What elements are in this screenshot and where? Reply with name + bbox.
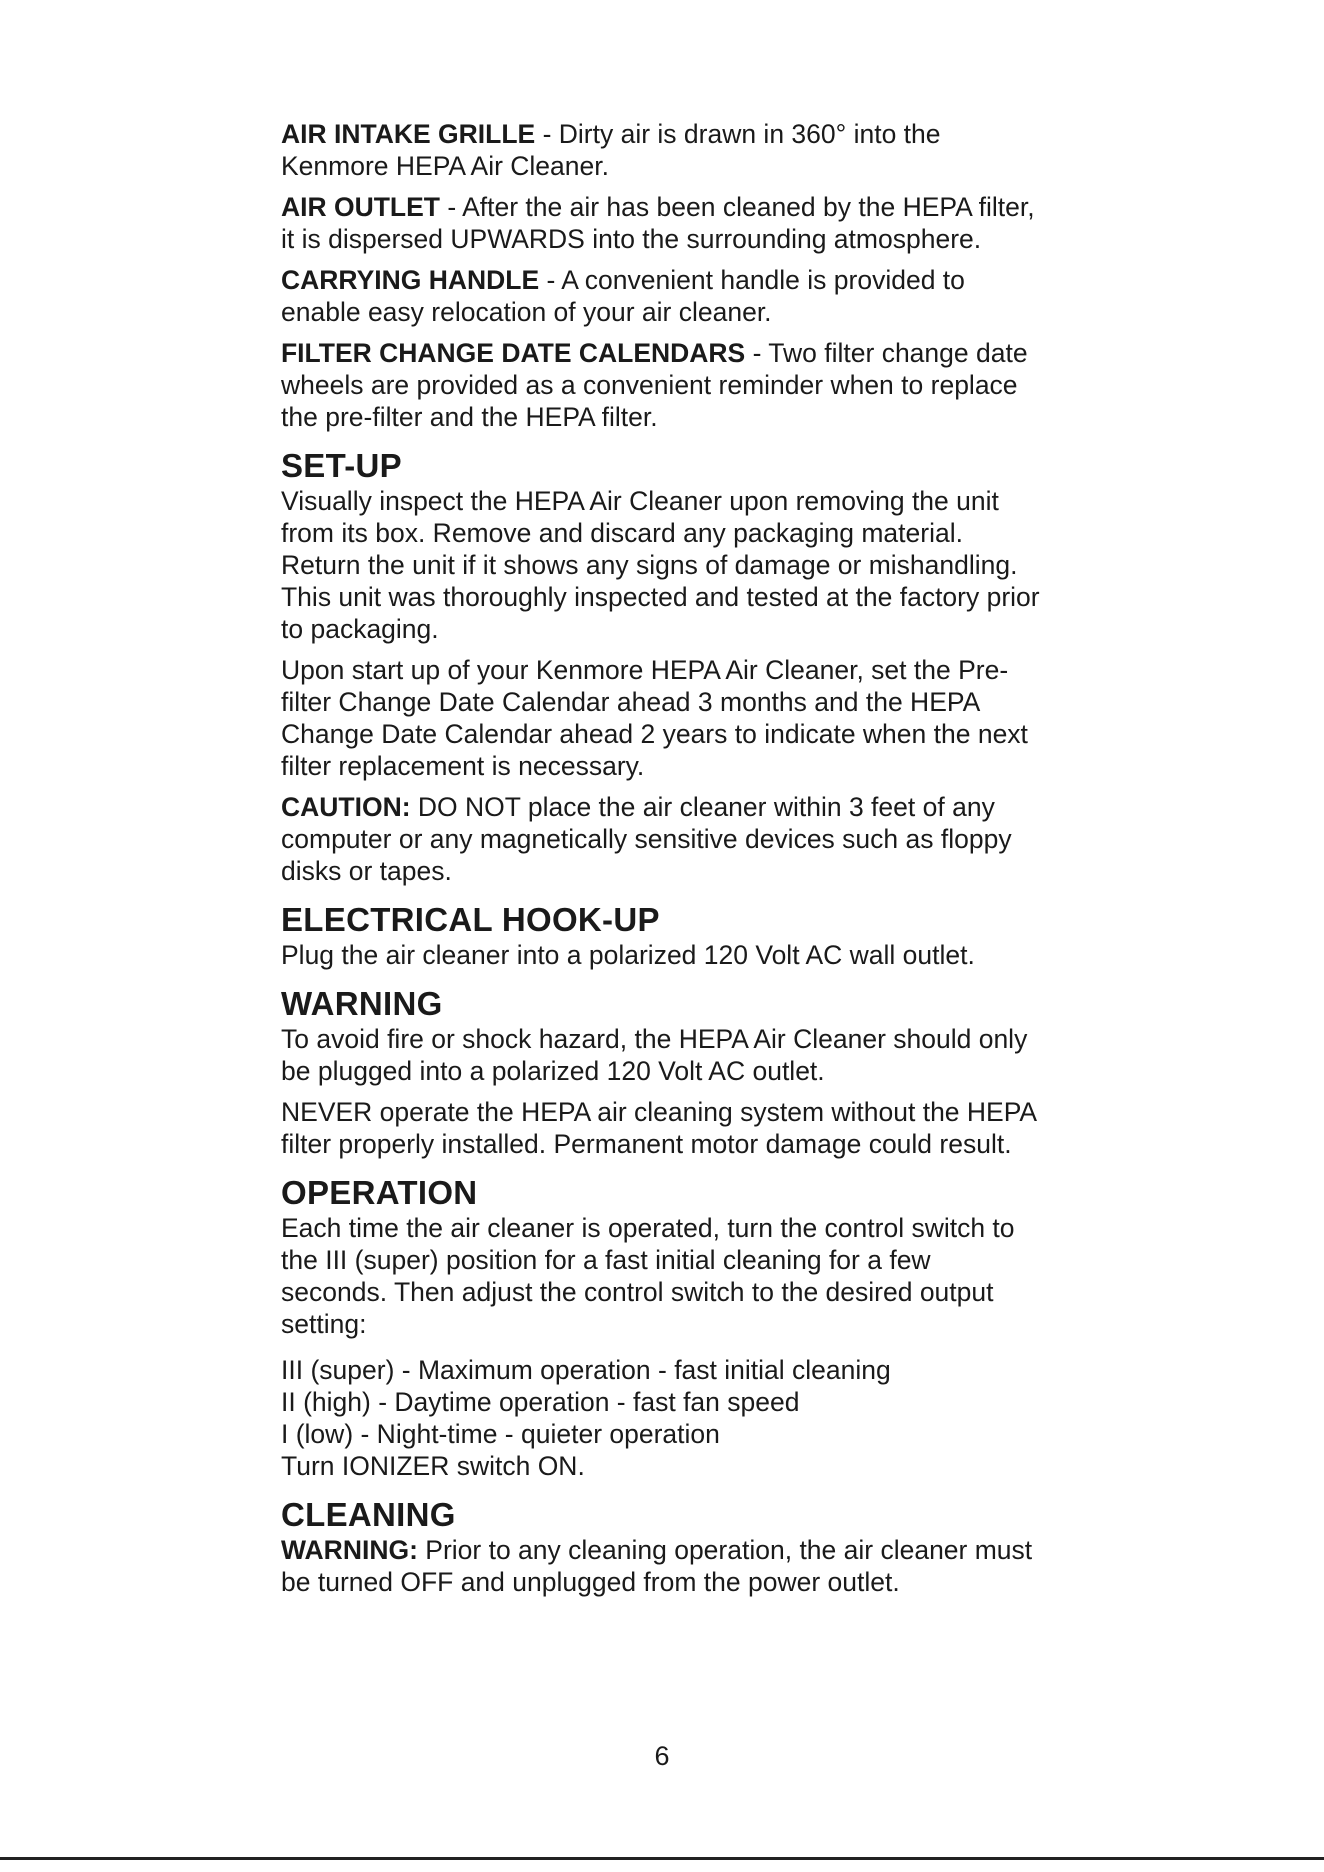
warning-heading: WARNING — [281, 985, 443, 1022]
feature-carrying-handle — [281, 264, 1041, 328]
cleaning-heading: CLEANING — [281, 1496, 456, 1533]
cleaning-warning-paragraph — [281, 1534, 1041, 1598]
feature-air-outlet — [281, 191, 1041, 255]
feature-description: - Two filter change date wheels are provided as a convenient reminder when to replace the pre-filter and the HEPA filter. — [281, 338, 1028, 432]
feature-term: CARRYING HANDLE — [281, 265, 540, 295]
feature-term: AIR INTAKE GRILLE — [281, 119, 536, 149]
feature-description: - After the air has been cleaned by the HEPA filter, it is dispersed UPWARDS into the surrounding atmosphere. — [281, 192, 1035, 254]
bottom-divider — [0, 1857, 1324, 1860]
cleaning-warning-label: WARNING: — [281, 1535, 418, 1565]
feature-filter-change-date-calendars — [281, 337, 1041, 433]
feature-term: FILTER CHANGE DATE CALENDARS — [281, 338, 746, 368]
list-item: I (low) - Night-time - quieter operation — [281, 1419, 720, 1449]
setup-calendar-paragraph: Upon start up of your Kenmore HEPA Air Cleaner, set the Pre-filter Change Date Calendar ahead 3 months and the HEPA Change Date Calendar ahead 2 years to indicate when the next filter replacement is necessary. — [281, 655, 1028, 781]
feature-air-intake-grille — [281, 118, 1041, 182]
warning-filter-paragraph: NEVER operate the HEPA air cleaning system without the HEPA filter properly installed. Permanent motor damage could result. — [281, 1097, 1036, 1159]
feature-term: AIR OUTLET — [281, 192, 440, 222]
caution-label: CAUTION: — [281, 792, 411, 822]
electrical-hookup-paragraph: Plug the air cleaner into a polarized 120 Volt AC wall outlet. — [281, 940, 975, 970]
setup-caution-paragraph — [281, 791, 1041, 887]
setup-inspect-paragraph: Visually inspect the HEPA Air Cleaner upon removing the unit from its box. Remove and discard any packaging material. Return the unit if it shows any signs of damage or mishandling. This unit was thoroughly inspected and tested at the factory prior to packaging. — [281, 486, 1040, 644]
feature-description: - A convenient handle is provided to enable easy relocation of your air cleaner. — [281, 265, 965, 327]
list-item: II (high) - Daytime operation - fast fan speed — [281, 1387, 800, 1417]
feature-description: - Dirty air is drawn in 360° into the Kenmore HEPA Air Cleaner. — [281, 119, 941, 181]
operation-heading: OPERATION — [281, 1174, 478, 1211]
operation-paragraph: Each time the air cleaner is operated, turn the control switch to the III (super) position for a fast initial cleaning for a few seconds. Then adjust the control switch to the desired output setting: — [281, 1213, 1015, 1339]
cleaning-warning-text: Prior to any cleaning operation, the air cleaner must be turned OFF and unplugged from the power outlet. — [281, 1535, 1033, 1597]
setup-heading: SET-UP — [281, 447, 402, 484]
warning-shock-paragraph: To avoid fire or shock hazard, the HEPA Air Cleaner should only be plugged into a polarized 120 Volt AC outlet. — [281, 1024, 1028, 1086]
caution-text: DO NOT place the air cleaner within 3 feet of any computer or any magnetically sensitive devices such as floppy disks or tapes. — [281, 792, 1012, 886]
list-item: III (super) - Maximum operation - fast initial cleaning — [281, 1355, 891, 1385]
list-item: Turn IONIZER switch ON. — [281, 1451, 585, 1481]
manual-page-content — [281, 118, 1041, 1607]
electrical-hookup-heading: ELECTRICAL HOOK-UP — [281, 901, 660, 938]
page-number: 6 — [654, 1741, 670, 1771]
operation-settings-list — [281, 1354, 1041, 1482]
